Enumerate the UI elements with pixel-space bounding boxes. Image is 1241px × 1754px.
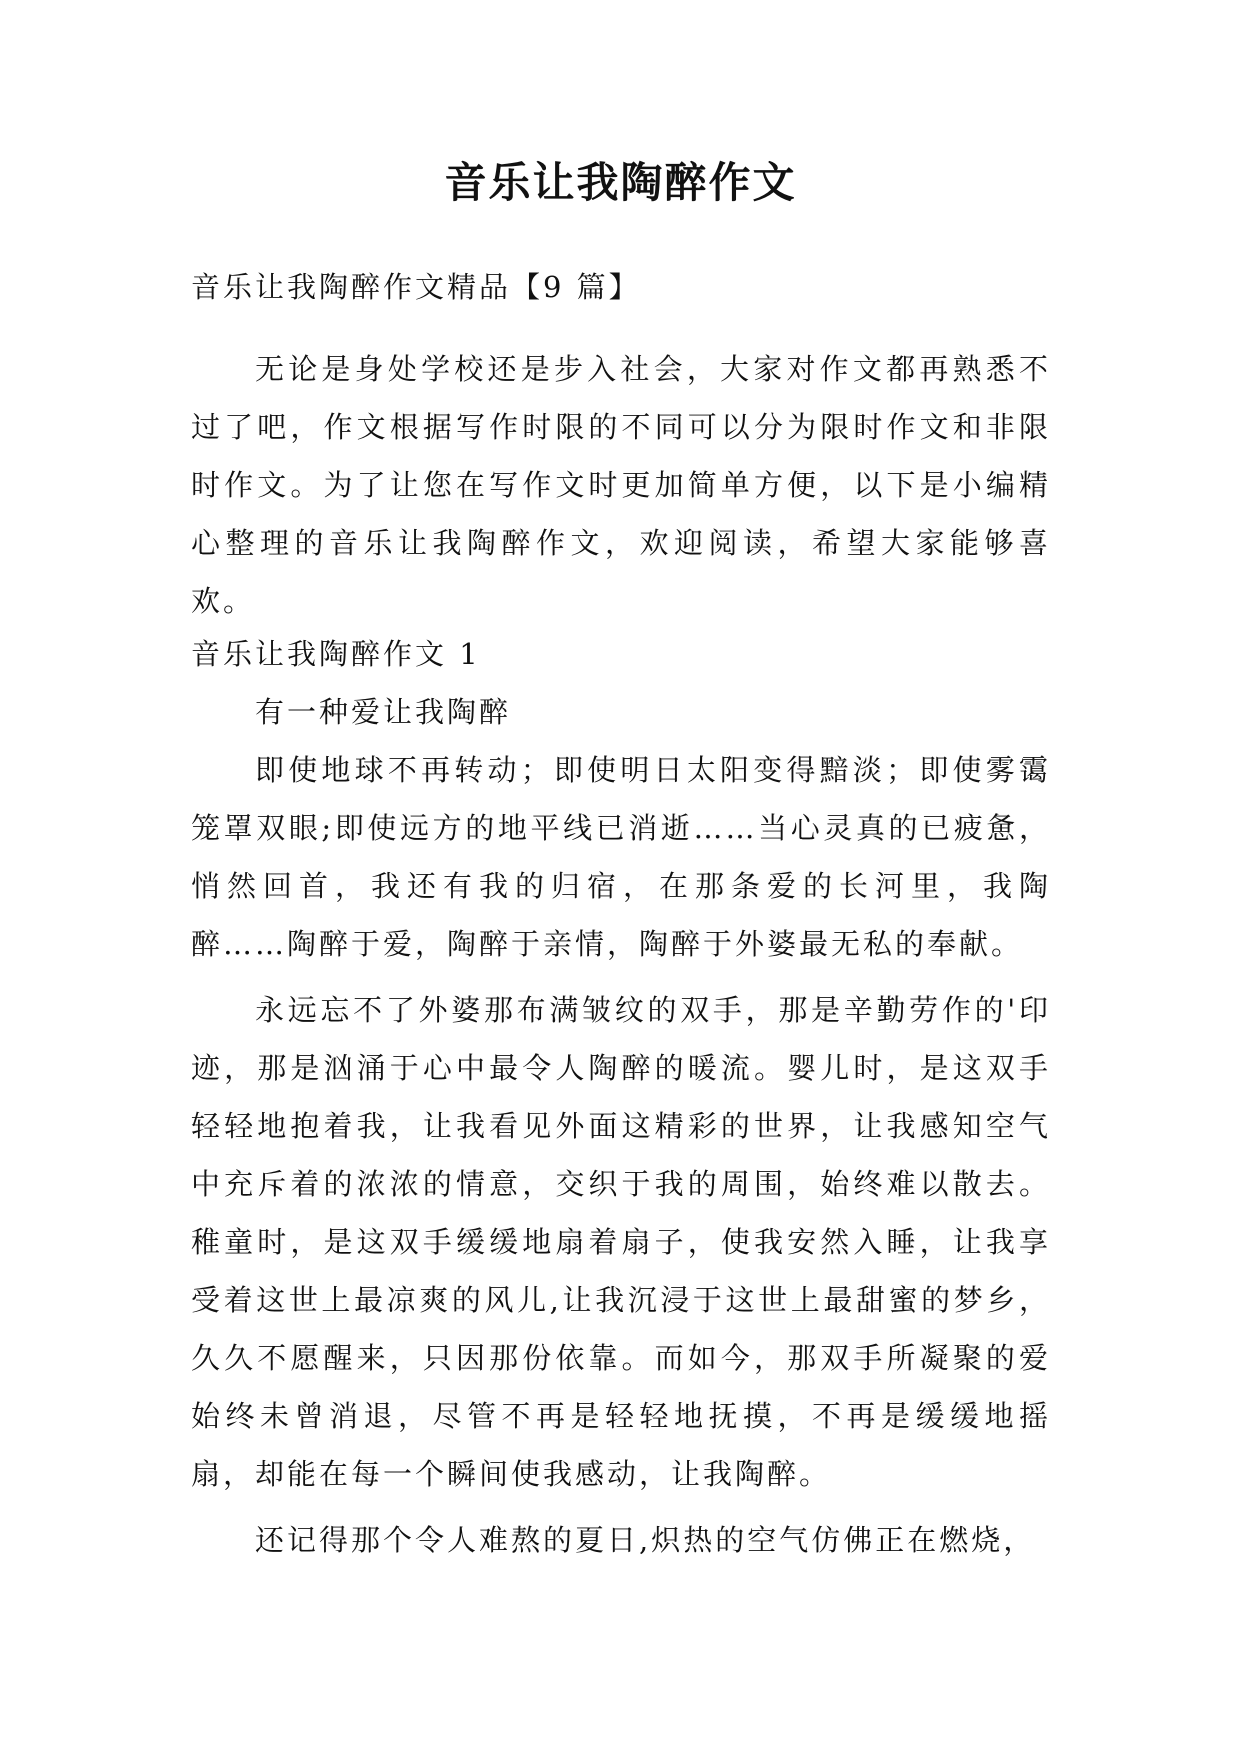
- section-heading: 音乐让我陶醉作文 1: [191, 637, 481, 671]
- document-title: 音乐让我陶醉作文: [444, 158, 797, 207]
- essay-paragraph-3: 还记得那个令人难熬的夏日,炽热的空气仿佛正在燃烧，: [255, 1523, 1036, 1557]
- essay-paragraph-2: 永远忘不了外婆那布满皱纹的双手，那是辛勤劳作的'印迹，那是汹涌于心中最令人陶醉的暖流。婴儿时，是这双手轻轻地抱着我，让我看见外面这精彩的世界，让我感知空气中充斥着的浓浓的情意，交织于我的周围，始终难以散去。稚童时，是这双手缓缓地扇着扇子，使我安然入睡，让我享受着这世上最凉爽的风儿,让我沉浸于这世上最甜蜜的梦乡，久久不愿醒来，只因那份依靠。而如今，那双手所凝聚的爱始终未曾消退，尽管不再是轻轻地抚摸，不再是缓缓地摇扇，却能在每一个瞬间使我感动，让我陶醉。: [191, 993, 1051, 1491]
- intro-paragraph: 无论是身处学校还是步入社会，大家对作文都再熟悉不过了吧，作文根据写作时限的不同可以分为限时作文和非限时作文。为了让您在写作文时更加简单方便，以下是小编精心整理的音乐让我陶醉作文，欢迎阅读，希望大家能够喜欢。: [191, 352, 1051, 618]
- essay-subtitle: 有一种爱让我陶醉: [255, 695, 512, 729]
- essay-paragraph-1: 即使地球不再转动；即使明日太阳变得黯淡；即使雾霭笼罩双眼;即使远方的地平线已消逝……当心灵真的已疲惫，悄然回首，我还有我的归宿，在那条爱的长河里，我陶醉……陶醉于爱，陶醉于亲情，陶醉于外婆最无私的奉献。: [191, 753, 1051, 961]
- document-subtitle: 音乐让我陶醉作文精品【9 篇】: [191, 270, 641, 304]
